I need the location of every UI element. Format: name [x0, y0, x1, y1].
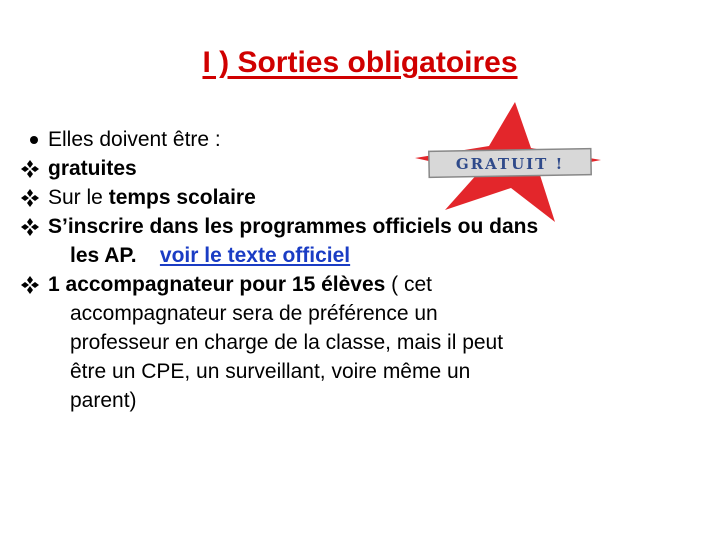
stamp-text: GRATUIT ! — [455, 155, 565, 173]
list-item-accompagnateur — [20, 270, 700, 299]
accompagnateur-line3: professeur en charge de la classe, mais il peut — [70, 331, 504, 354]
slide-body — [20, 125, 700, 415]
diamond-bullet-icon — [20, 212, 44, 241]
diamond-bullet-icon — [20, 270, 44, 299]
accompagnateur-line5: parent) — [70, 389, 137, 412]
diamond-bullet-icon — [20, 183, 44, 212]
accompagnateur-line4: être un CPE, un surveillant, voire même un — [70, 360, 471, 383]
list-item-programmes — [20, 212, 700, 241]
round-bullet-icon — [20, 125, 44, 154]
item-temps-prefix: Sur le — [48, 186, 109, 209]
item-programmes-line1: S’inscrire dans les programmes officiels ou dans — [48, 215, 539, 238]
list-item-temps-scolaire — [20, 183, 700, 212]
diamond-bullet-icon — [20, 154, 44, 183]
item-temps-bold: temps scolaire — [108, 186, 256, 209]
accompagnateur-line2: accompagnateur sera de préférence un — [70, 302, 438, 325]
list-item-gratuites — [20, 154, 700, 183]
item-accompagnateur-bold: 1 accompagnateur pour 15 élèves — [48, 273, 386, 296]
item-programmes-ap: les AP. — [70, 244, 137, 267]
intro-text: Elles doivent être : — [48, 128, 221, 151]
item-gratuites-text: gratuites — [48, 157, 137, 180]
list-item-programmes-cont — [20, 241, 700, 270]
item-accompagnateur-rest: ( cet — [385, 273, 432, 296]
intro-line — [20, 125, 700, 154]
slide-title: I ) Sorties obligatoires — [202, 46, 518, 79]
texte-officiel-link[interactable]: voir le texte officiel — [159, 244, 351, 267]
